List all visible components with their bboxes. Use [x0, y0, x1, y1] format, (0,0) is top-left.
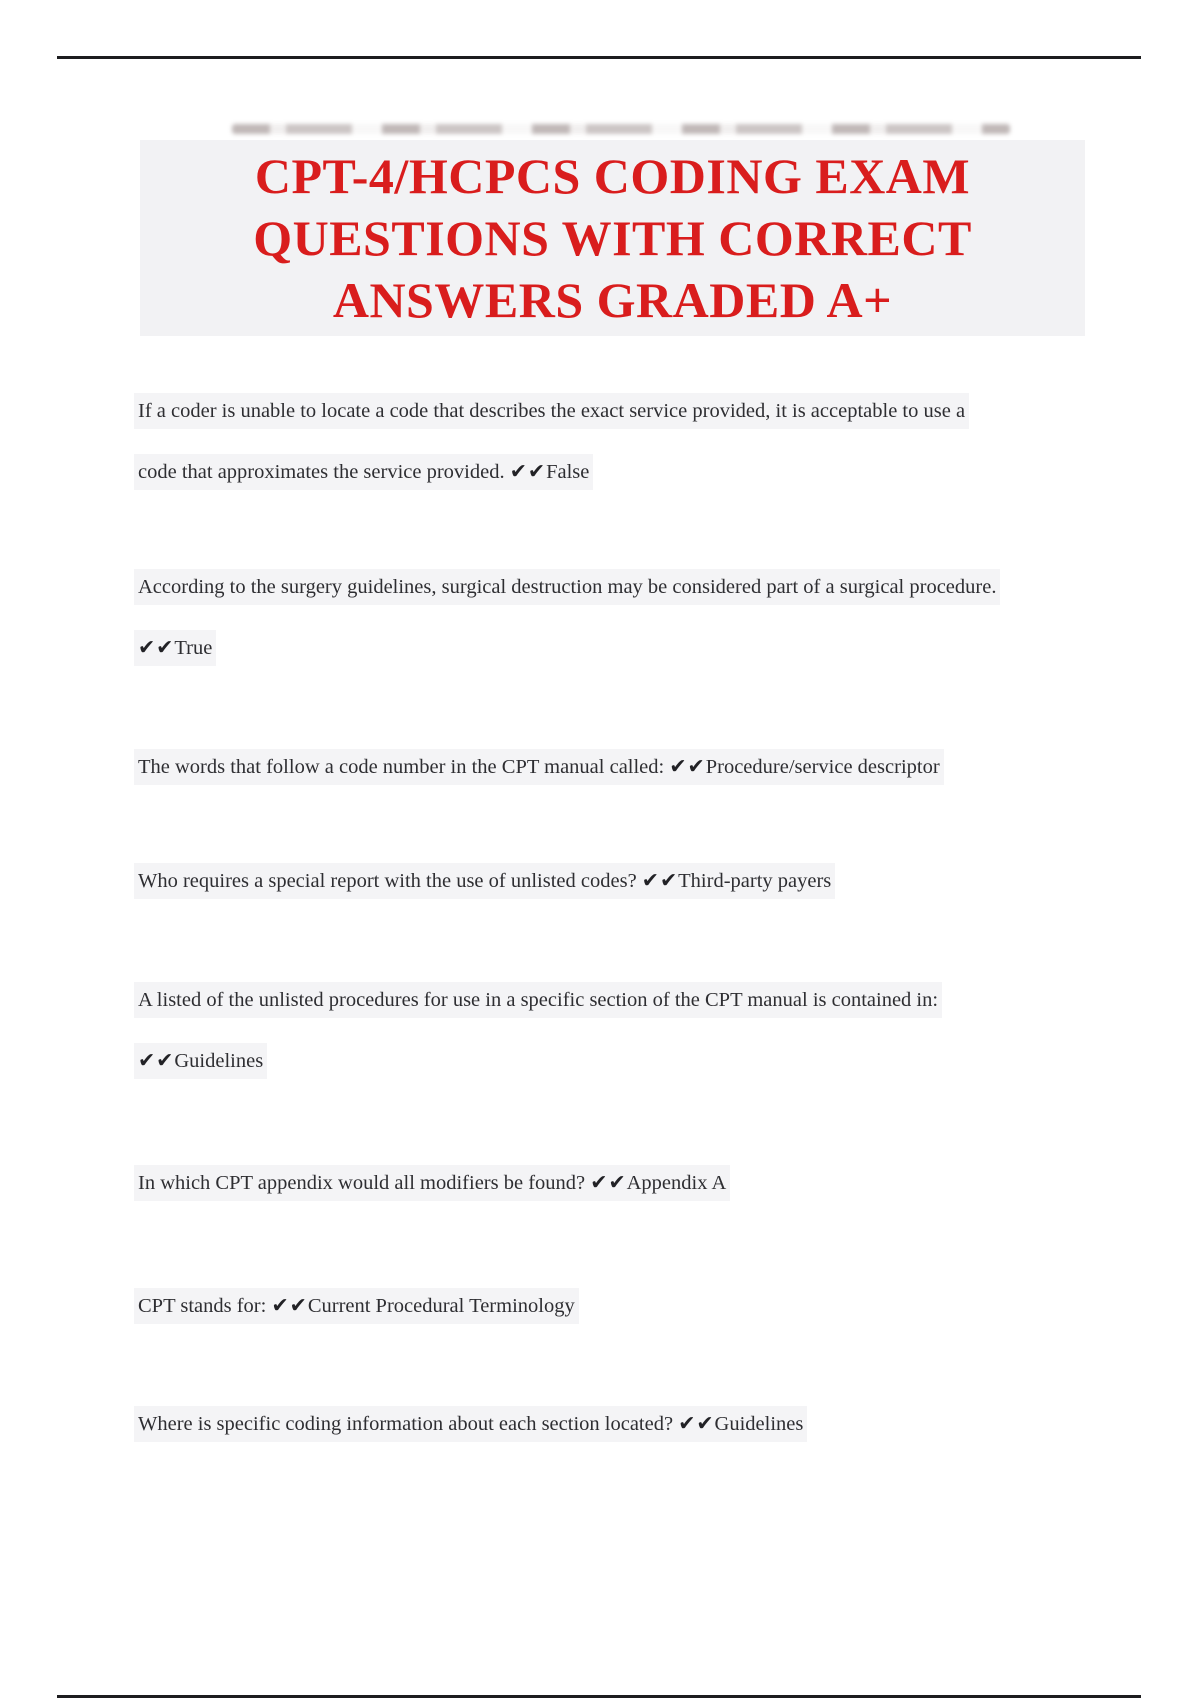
qa-text — [134, 1165, 730, 1201]
qa-item-5 — [134, 970, 1006, 1091]
qa-question: Where is specific coding information about each section located? — [138, 1413, 674, 1435]
qa-item-8 — [134, 1393, 1006, 1454]
qa-item-3 — [134, 736, 1006, 797]
qa-text — [134, 1288, 579, 1324]
qa-text — [134, 982, 942, 1079]
qa-answer: Appendix A — [626, 1172, 727, 1194]
qa-text — [134, 393, 969, 490]
double-checkmark-icon: ✔✔ — [271, 1293, 308, 1317]
double-checkmark-icon: ✔✔ — [641, 868, 679, 892]
qa-question: CPT stands for: — [138, 1295, 267, 1317]
qa-answer: True — [174, 637, 213, 659]
qa-item-6 — [134, 1152, 1006, 1213]
qa-text — [134, 1406, 807, 1442]
double-checkmark-icon: ✔✔ — [678, 1411, 715, 1435]
qa-question: The words that follow a code number in the CPT manual called: — [138, 756, 665, 778]
double-checkmark-icon: ✔✔ — [138, 635, 175, 659]
double-checkmark-icon: ✔✔ — [509, 459, 547, 483]
qa-answer: Guidelines — [714, 1413, 804, 1435]
double-checkmark-icon: ✔✔ — [138, 1048, 175, 1072]
qa-question: In which CPT appendix would all modifiers be found? — [138, 1172, 586, 1194]
qa-question: According to the surgery guidelines, surgical destruction may be considered part of a surgical procedure. — [138, 576, 997, 598]
title-block — [140, 140, 1085, 336]
qa-item-4 — [134, 850, 1006, 911]
top-rule — [57, 56, 1141, 59]
qa-answer: Guidelines — [174, 1050, 264, 1072]
qa-text — [134, 569, 1000, 666]
qa-question: A listed of the unlisted procedures for use in a specific section of the CPT manual is contained in: — [138, 989, 939, 1011]
qa-answer: Third-party payers — [678, 870, 832, 892]
qa-answer: Procedure/service descriptor — [705, 756, 940, 778]
title-line-3: ANSWERS GRADED A+ — [332, 272, 893, 328]
qa-answer: Current Procedural Terminology — [307, 1295, 575, 1317]
double-checkmark-icon: ✔✔ — [590, 1170, 627, 1194]
title-line-2: QUESTIONS WITH CORRECT — [253, 210, 972, 266]
qa-item-2 — [134, 557, 1006, 678]
qa-text — [134, 863, 835, 899]
double-checkmark-icon: ✔✔ — [669, 754, 706, 778]
qa-item-7 — [134, 1275, 1006, 1336]
qa-answer: False — [546, 461, 590, 483]
document-title — [140, 145, 1085, 331]
bottom-rule — [57, 1695, 1141, 1698]
qa-question: If a coder is unable to locate a code that describes the exact service provided, it is acceptable to use a code that approximates the service provided. — [138, 400, 966, 483]
qa-question: Who requires a special report with the use of unlisted codes? — [138, 870, 637, 892]
scan-artifact-band — [232, 124, 1010, 134]
qa-text — [134, 749, 944, 785]
qa-item-1 — [134, 381, 1006, 502]
title-line-1: CPT-4/HCPCS CODING EXAM — [254, 148, 971, 204]
